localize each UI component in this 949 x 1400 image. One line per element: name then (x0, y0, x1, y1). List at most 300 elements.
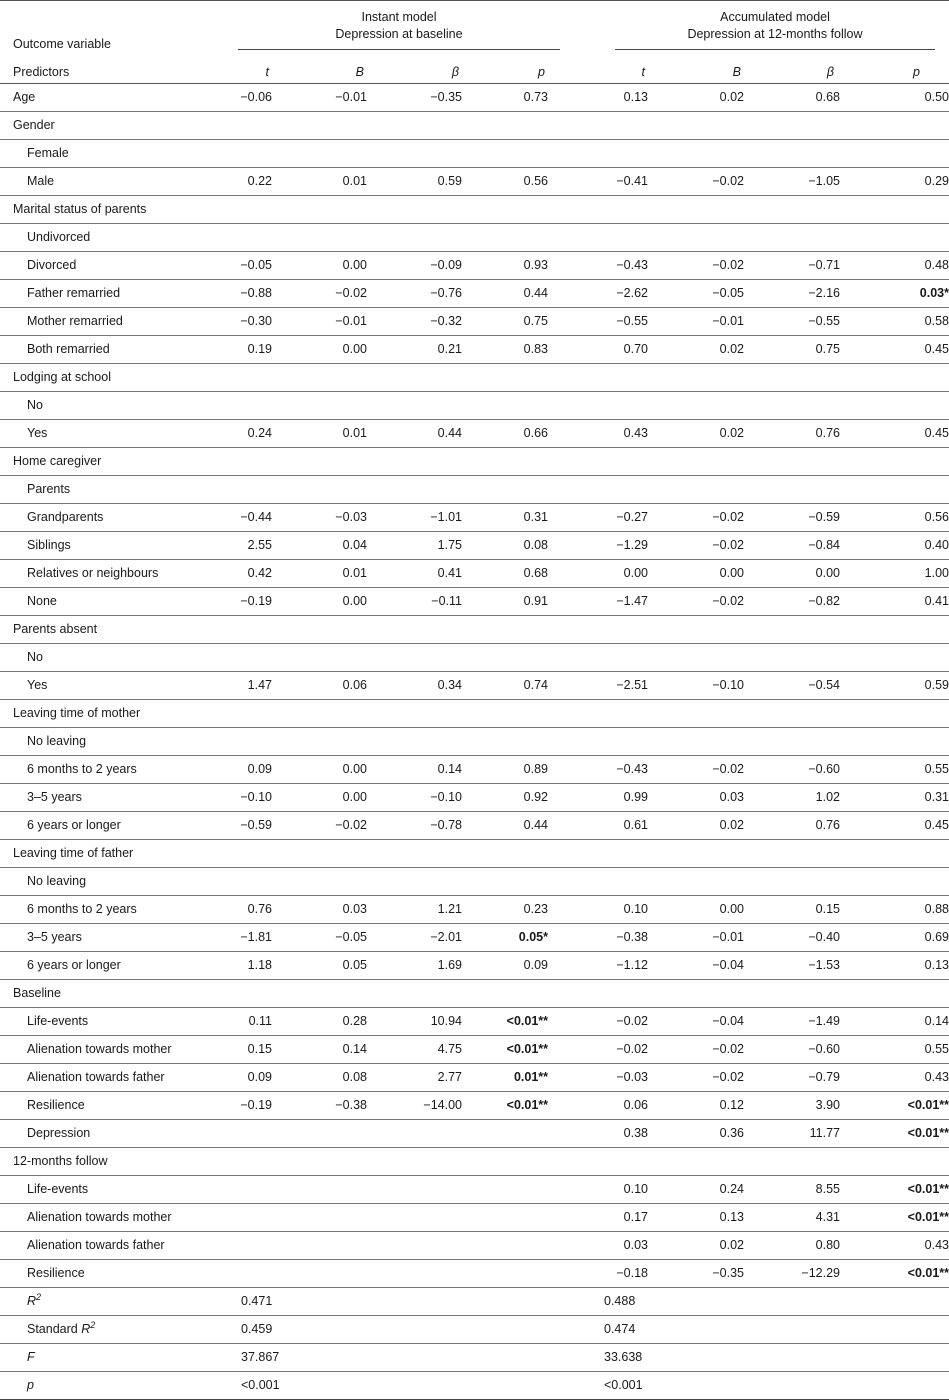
table-row (0, 1148, 949, 1176)
table-row (0, 924, 949, 952)
cell-t-accumulated: 0.10 (548, 896, 648, 924)
cell-p-accumulated: 0.55 (840, 756, 949, 784)
cell-t-instant: −0.30 (192, 308, 272, 336)
cell-t-instant (192, 224, 272, 252)
cell-beta-accumulated: −0.84 (744, 532, 840, 560)
accumulated-model-line2: Depression at 12-months follow (687, 27, 863, 41)
cell-t-accumulated: 0.06 (548, 1092, 648, 1120)
cell-b-accumulated: −0.02 (648, 588, 744, 616)
stat-value-accumulated: <0.001 (548, 1372, 949, 1400)
row-label: None (0, 588, 192, 616)
cell-beta-accumulated: 3.90 (744, 1092, 840, 1120)
row-label: No leaving (0, 868, 192, 896)
cell-p-accumulated: 0.48 (840, 252, 949, 280)
cell-p-instant (462, 1148, 548, 1176)
cell-p-accumulated: 0.45 (840, 420, 949, 448)
cell-t-instant (192, 448, 272, 476)
cell-t-accumulated (548, 224, 648, 252)
cell-t-instant: 0.76 (192, 896, 272, 924)
cell-b-accumulated: −0.01 (648, 924, 744, 952)
instant-model-line2: Depression at baseline (335, 27, 463, 41)
row-label: 6 years or longer (0, 812, 192, 840)
cell-b-instant (272, 364, 367, 392)
cell-b-accumulated: 0.02 (648, 1232, 744, 1260)
cell-beta-accumulated: 0.76 (744, 812, 840, 840)
row-label: Baseline (0, 980, 192, 1008)
row-label: Age (0, 84, 192, 112)
cell-t-instant (192, 1204, 272, 1232)
cell-t-instant (192, 868, 272, 896)
cell-t-instant: 0.09 (192, 1064, 272, 1092)
row-label: 6 months to 2 years (0, 756, 192, 784)
accumulated-model-line1: Accumulated model (720, 10, 830, 24)
cell-b-accumulated (648, 364, 744, 392)
cell-b-accumulated: −0.02 (648, 1036, 744, 1064)
cell-p-instant: 0.74 (462, 672, 548, 700)
cell-b-instant: 0.01 (272, 420, 367, 448)
cell-b-accumulated: −0.05 (648, 280, 744, 308)
cell-beta-instant: 2.77 (367, 1064, 462, 1092)
cell-beta-accumulated (744, 1148, 840, 1176)
table-row (0, 1008, 949, 1036)
cell-p-accumulated: 0.50 (840, 84, 949, 112)
cell-beta-instant (367, 1260, 462, 1288)
cell-b-accumulated: 0.02 (648, 812, 744, 840)
table-row (0, 588, 949, 616)
cell-t-accumulated: −0.38 (548, 924, 648, 952)
cell-p-accumulated: <0.01** (840, 1092, 949, 1120)
cell-p-accumulated (840, 448, 949, 476)
cell-t-instant: 0.22 (192, 168, 272, 196)
cell-t-instant (192, 196, 272, 224)
row-label: Depression (0, 1120, 192, 1148)
cell-p-accumulated: 0.03* (840, 280, 949, 308)
column-header-beta-accumulated: β (826, 65, 834, 79)
cell-p-accumulated: 1.00 (840, 560, 949, 588)
cell-beta-instant: −14.00 (367, 1092, 462, 1120)
cell-t-instant: −0.59 (192, 812, 272, 840)
row-label: 6 years or longer (0, 952, 192, 980)
cell-b-accumulated: 0.03 (648, 784, 744, 812)
cell-b-instant: 0.00 (272, 756, 367, 784)
cell-t-accumulated: −2.62 (548, 280, 648, 308)
cell-p-instant (462, 868, 548, 896)
table-row (0, 672, 949, 700)
cell-p-accumulated (840, 728, 949, 756)
cell-beta-accumulated: 0.68 (744, 84, 840, 112)
cell-p-accumulated: 0.40 (840, 532, 949, 560)
cell-p-accumulated (840, 112, 949, 140)
cell-beta-accumulated: 0.80 (744, 1232, 840, 1260)
stat-label (0, 1288, 192, 1316)
cell-b-instant: 0.05 (272, 952, 367, 980)
row-label: Life-events (0, 1008, 192, 1036)
cell-p-instant: 0.75 (462, 308, 548, 336)
cell-beta-accumulated (744, 140, 840, 168)
cell-b-instant (272, 476, 367, 504)
cell-p-instant (462, 700, 548, 728)
table-row (0, 952, 949, 980)
cell-b-instant: 0.08 (272, 1064, 367, 1092)
cell-t-instant (192, 476, 272, 504)
cell-beta-instant (367, 616, 462, 644)
cell-p-instant: 0.66 (462, 420, 548, 448)
stats-row (0, 1372, 949, 1400)
cell-beta-instant (367, 112, 462, 140)
cell-t-accumulated (548, 868, 648, 896)
table-row (0, 448, 949, 476)
cell-p-instant (462, 1120, 548, 1148)
cell-b-instant: 0.01 (272, 168, 367, 196)
cell-p-accumulated (840, 868, 949, 896)
cell-t-instant: 1.18 (192, 952, 272, 980)
cell-t-accumulated (548, 140, 648, 168)
cell-p-instant: 0.23 (462, 896, 548, 924)
cell-beta-accumulated: −0.79 (744, 1064, 840, 1092)
stat-value-accumulated: 0.488 (548, 1288, 949, 1316)
cell-beta-accumulated: 0.76 (744, 420, 840, 448)
cell-p-accumulated (840, 476, 949, 504)
cell-t-accumulated: 0.43 (548, 420, 648, 448)
table-row (0, 1120, 949, 1148)
row-label: 3–5 years (0, 924, 192, 952)
table-row (0, 980, 949, 1008)
cell-b-instant: 0.06 (272, 672, 367, 700)
cell-b-instant: 0.00 (272, 252, 367, 280)
cell-t-accumulated (548, 700, 648, 728)
cell-beta-accumulated: 4.31 (744, 1204, 840, 1232)
cell-p-instant: 0.44 (462, 812, 548, 840)
cell-p-accumulated: 0.45 (840, 336, 949, 364)
cell-p-accumulated: 0.45 (840, 812, 949, 840)
cell-b-instant: −0.02 (272, 812, 367, 840)
cell-t-accumulated: 0.70 (548, 336, 648, 364)
cell-t-instant (192, 1120, 272, 1148)
cell-p-accumulated: 0.88 (840, 896, 949, 924)
cell-b-accumulated: 0.12 (648, 1092, 744, 1120)
table-row (0, 1232, 949, 1260)
cell-t-accumulated (548, 980, 648, 1008)
table-row (0, 756, 949, 784)
table-row (0, 420, 949, 448)
cell-p-accumulated (840, 392, 949, 420)
cell-beta-instant: 0.59 (367, 168, 462, 196)
row-label: Life-events (0, 1176, 192, 1204)
cell-beta-instant (367, 1176, 462, 1204)
row-label: Male (0, 168, 192, 196)
table-row (0, 1064, 949, 1092)
cell-b-instant (272, 700, 367, 728)
accumulated-model-title (615, 9, 935, 43)
stat-value-accumulated: 33.638 (548, 1344, 949, 1372)
cell-t-accumulated: −1.12 (548, 952, 648, 980)
cell-t-instant: 0.11 (192, 1008, 272, 1036)
row-label: Mother remarried (0, 308, 192, 336)
cell-p-instant (462, 1204, 548, 1232)
cell-t-accumulated (548, 728, 648, 756)
cell-beta-accumulated (744, 840, 840, 868)
cell-t-instant (192, 1176, 272, 1204)
cell-t-accumulated: −0.55 (548, 308, 648, 336)
cell-p-instant (462, 476, 548, 504)
table-row (0, 252, 949, 280)
cell-p-instant (462, 112, 548, 140)
row-label: 12-months follow (0, 1148, 192, 1176)
cell-p-accumulated (840, 224, 949, 252)
cell-t-instant: −0.06 (192, 84, 272, 112)
cell-t-accumulated: −0.27 (548, 504, 648, 532)
cell-beta-instant: 10.94 (367, 1008, 462, 1036)
cell-t-instant: −0.88 (192, 280, 272, 308)
cell-beta-accumulated: −2.16 (744, 280, 840, 308)
cell-p-accumulated: 0.59 (840, 672, 949, 700)
cell-p-instant: 0.56 (462, 168, 548, 196)
row-label: Resilience (0, 1092, 192, 1120)
cell-p-instant (462, 980, 548, 1008)
cell-b-instant (272, 980, 367, 1008)
table-row (0, 1176, 949, 1204)
cell-beta-instant (367, 140, 462, 168)
cell-beta-accumulated: 0.75 (744, 336, 840, 364)
cell-t-instant: −0.44 (192, 504, 272, 532)
cell-t-accumulated: 0.10 (548, 1176, 648, 1204)
cell-beta-accumulated: −0.54 (744, 672, 840, 700)
cell-b-instant: 0.00 (272, 784, 367, 812)
cell-b-accumulated: −0.35 (648, 1260, 744, 1288)
cell-beta-instant: 4.75 (367, 1036, 462, 1064)
cell-beta-accumulated (744, 728, 840, 756)
cell-t-instant: −0.19 (192, 1092, 272, 1120)
cell-t-accumulated: 0.38 (548, 1120, 648, 1148)
cell-p-accumulated: 0.69 (840, 924, 949, 952)
cell-p-accumulated: <0.01** (840, 1176, 949, 1204)
cell-p-instant (462, 224, 548, 252)
cell-beta-accumulated: −0.71 (744, 252, 840, 280)
cell-beta-instant: −1.01 (367, 504, 462, 532)
table-row (0, 392, 949, 420)
cell-b-instant (272, 644, 367, 672)
stat-label (0, 1372, 192, 1400)
row-label: Divorced (0, 252, 192, 280)
cell-b-accumulated: −0.04 (648, 1008, 744, 1036)
cell-beta-accumulated (744, 476, 840, 504)
cell-p-instant (462, 196, 548, 224)
row-label: Lodging at school (0, 364, 192, 392)
cell-t-accumulated (548, 448, 648, 476)
cell-t-instant: 0.09 (192, 756, 272, 784)
cell-beta-accumulated (744, 700, 840, 728)
cell-p-instant (462, 1260, 548, 1288)
cell-b-accumulated: −0.02 (648, 756, 744, 784)
cell-b-instant (272, 616, 367, 644)
cell-beta-accumulated: −1.53 (744, 952, 840, 980)
cell-p-instant: 0.93 (462, 252, 548, 280)
cell-b-accumulated (648, 196, 744, 224)
cell-beta-instant (367, 196, 462, 224)
cell-t-instant (192, 364, 272, 392)
cell-p-instant (462, 448, 548, 476)
cell-p-accumulated (840, 196, 949, 224)
cell-p-accumulated (840, 1148, 949, 1176)
cell-p-accumulated: 0.58 (840, 308, 949, 336)
cell-t-accumulated: −0.02 (548, 1036, 648, 1064)
cell-p-instant (462, 616, 548, 644)
cell-t-accumulated (548, 364, 648, 392)
cell-b-instant (272, 728, 367, 756)
cell-beta-accumulated: 11.77 (744, 1120, 840, 1148)
row-label: 3–5 years (0, 784, 192, 812)
cell-beta-instant (367, 224, 462, 252)
table-row (0, 728, 949, 756)
table-row (0, 1036, 949, 1064)
stats-row (0, 1316, 949, 1344)
cell-b-instant: 0.00 (272, 336, 367, 364)
cell-beta-accumulated: −0.59 (744, 504, 840, 532)
cell-b-accumulated (648, 700, 744, 728)
cell-t-accumulated: −2.51 (548, 672, 648, 700)
table-row (0, 224, 949, 252)
cell-beta-instant (367, 728, 462, 756)
cell-b-accumulated: −0.02 (648, 1064, 744, 1092)
cell-p-accumulated: <0.01** (840, 1204, 949, 1232)
stat-superscript: 2 (90, 1319, 96, 1330)
cell-b-accumulated: 0.00 (648, 560, 744, 588)
row-label: Gender (0, 112, 192, 140)
column-header-t-accumulated: t (641, 65, 645, 79)
cell-p-instant (462, 644, 548, 672)
cell-beta-accumulated (744, 112, 840, 140)
row-label: 6 months to 2 years (0, 896, 192, 924)
cell-b-instant (272, 1232, 367, 1260)
predictors-label: Predictors (13, 65, 70, 79)
cell-b-accumulated (648, 224, 744, 252)
table-row (0, 560, 949, 588)
cell-b-accumulated: 0.02 (648, 84, 744, 112)
cell-b-accumulated (648, 644, 744, 672)
cell-beta-accumulated (744, 392, 840, 420)
cell-beta-accumulated (744, 196, 840, 224)
cell-t-accumulated (548, 392, 648, 420)
cell-beta-instant: 0.44 (367, 420, 462, 448)
cell-p-instant: 0.91 (462, 588, 548, 616)
stats-row (0, 1288, 949, 1316)
cell-b-instant (272, 1176, 367, 1204)
cell-beta-instant: 1.21 (367, 896, 462, 924)
cell-b-instant: 0.04 (272, 532, 367, 560)
row-label: Leaving time of father (0, 840, 192, 868)
table-row (0, 896, 949, 924)
row-label: Undivorced (0, 224, 192, 252)
stat-value-instant: <0.001 (192, 1372, 548, 1400)
table-row (0, 504, 949, 532)
row-label: Resilience (0, 1260, 192, 1288)
cell-b-instant: 0.01 (272, 560, 367, 588)
cell-t-instant (192, 700, 272, 728)
cell-p-accumulated (840, 644, 949, 672)
table-row (0, 1204, 949, 1232)
cell-t-instant: 1.47 (192, 672, 272, 700)
cell-t-accumulated: −0.02 (548, 1008, 648, 1036)
cell-p-accumulated: 0.43 (840, 1064, 949, 1092)
column-header-b-instant: B (355, 65, 364, 79)
cell-beta-instant (367, 1204, 462, 1232)
cell-t-accumulated: −0.18 (548, 1260, 648, 1288)
cell-b-instant: −0.02 (272, 280, 367, 308)
row-label: Home caregiver (0, 448, 192, 476)
table-row (0, 476, 949, 504)
cell-p-instant: 0.05* (462, 924, 548, 952)
column-header-t-instant: t (265, 65, 269, 79)
cell-b-accumulated (648, 392, 744, 420)
cell-beta-accumulated (744, 980, 840, 1008)
table-row (0, 196, 949, 224)
cell-b-instant (272, 1120, 367, 1148)
cell-beta-accumulated: −0.40 (744, 924, 840, 952)
cell-beta-accumulated (744, 364, 840, 392)
cell-p-instant (462, 728, 548, 756)
cell-t-accumulated (548, 112, 648, 140)
instant-model-rule (238, 49, 560, 50)
cell-b-accumulated: −0.01 (648, 308, 744, 336)
cell-p-accumulated: 0.56 (840, 504, 949, 532)
stat-label (0, 1316, 192, 1344)
cell-beta-accumulated: −0.82 (744, 588, 840, 616)
cell-beta-instant (367, 392, 462, 420)
cell-t-instant (192, 644, 272, 672)
table-row (0, 644, 949, 672)
cell-p-accumulated (840, 980, 949, 1008)
cell-b-accumulated: 0.36 (648, 1120, 744, 1148)
cell-p-instant (462, 840, 548, 868)
cell-p-instant: 0.83 (462, 336, 548, 364)
row-label: Alienation towards father (0, 1064, 192, 1092)
table-row (0, 812, 949, 840)
cell-p-instant: 0.68 (462, 560, 548, 588)
cell-b-accumulated: −0.02 (648, 504, 744, 532)
cell-t-instant (192, 840, 272, 868)
stat-symbol: F (27, 1350, 35, 1364)
cell-t-accumulated: −0.03 (548, 1064, 648, 1092)
cell-beta-accumulated: −0.60 (744, 1036, 840, 1064)
stat-value-instant: 0.471 (192, 1288, 548, 1316)
cell-b-accumulated (648, 1148, 744, 1176)
row-label: Relatives or neighbours (0, 560, 192, 588)
cell-b-instant: 0.03 (272, 896, 367, 924)
cell-b-instant (272, 1148, 367, 1176)
cell-beta-instant: −0.32 (367, 308, 462, 336)
row-label: Parents absent (0, 616, 192, 644)
cell-beta-instant: −0.10 (367, 784, 462, 812)
row-label: No leaving (0, 728, 192, 756)
cell-beta-accumulated: 8.55 (744, 1176, 840, 1204)
cell-beta-instant: 0.14 (367, 756, 462, 784)
cell-p-accumulated: <0.01** (840, 1120, 949, 1148)
table-row (0, 140, 949, 168)
cell-t-instant: −0.19 (192, 588, 272, 616)
cell-t-instant (192, 1148, 272, 1176)
cell-beta-accumulated: −0.55 (744, 308, 840, 336)
cell-b-instant: −0.03 (272, 504, 367, 532)
cell-p-instant: <0.01** (462, 1092, 548, 1120)
cell-beta-accumulated: 0.15 (744, 896, 840, 924)
cell-p-instant (462, 392, 548, 420)
table-row (0, 112, 949, 140)
cell-beta-instant: 0.41 (367, 560, 462, 588)
cell-b-instant (272, 224, 367, 252)
row-label: Alienation towards mother (0, 1036, 192, 1064)
cell-t-instant (192, 112, 272, 140)
cell-beta-instant (367, 700, 462, 728)
